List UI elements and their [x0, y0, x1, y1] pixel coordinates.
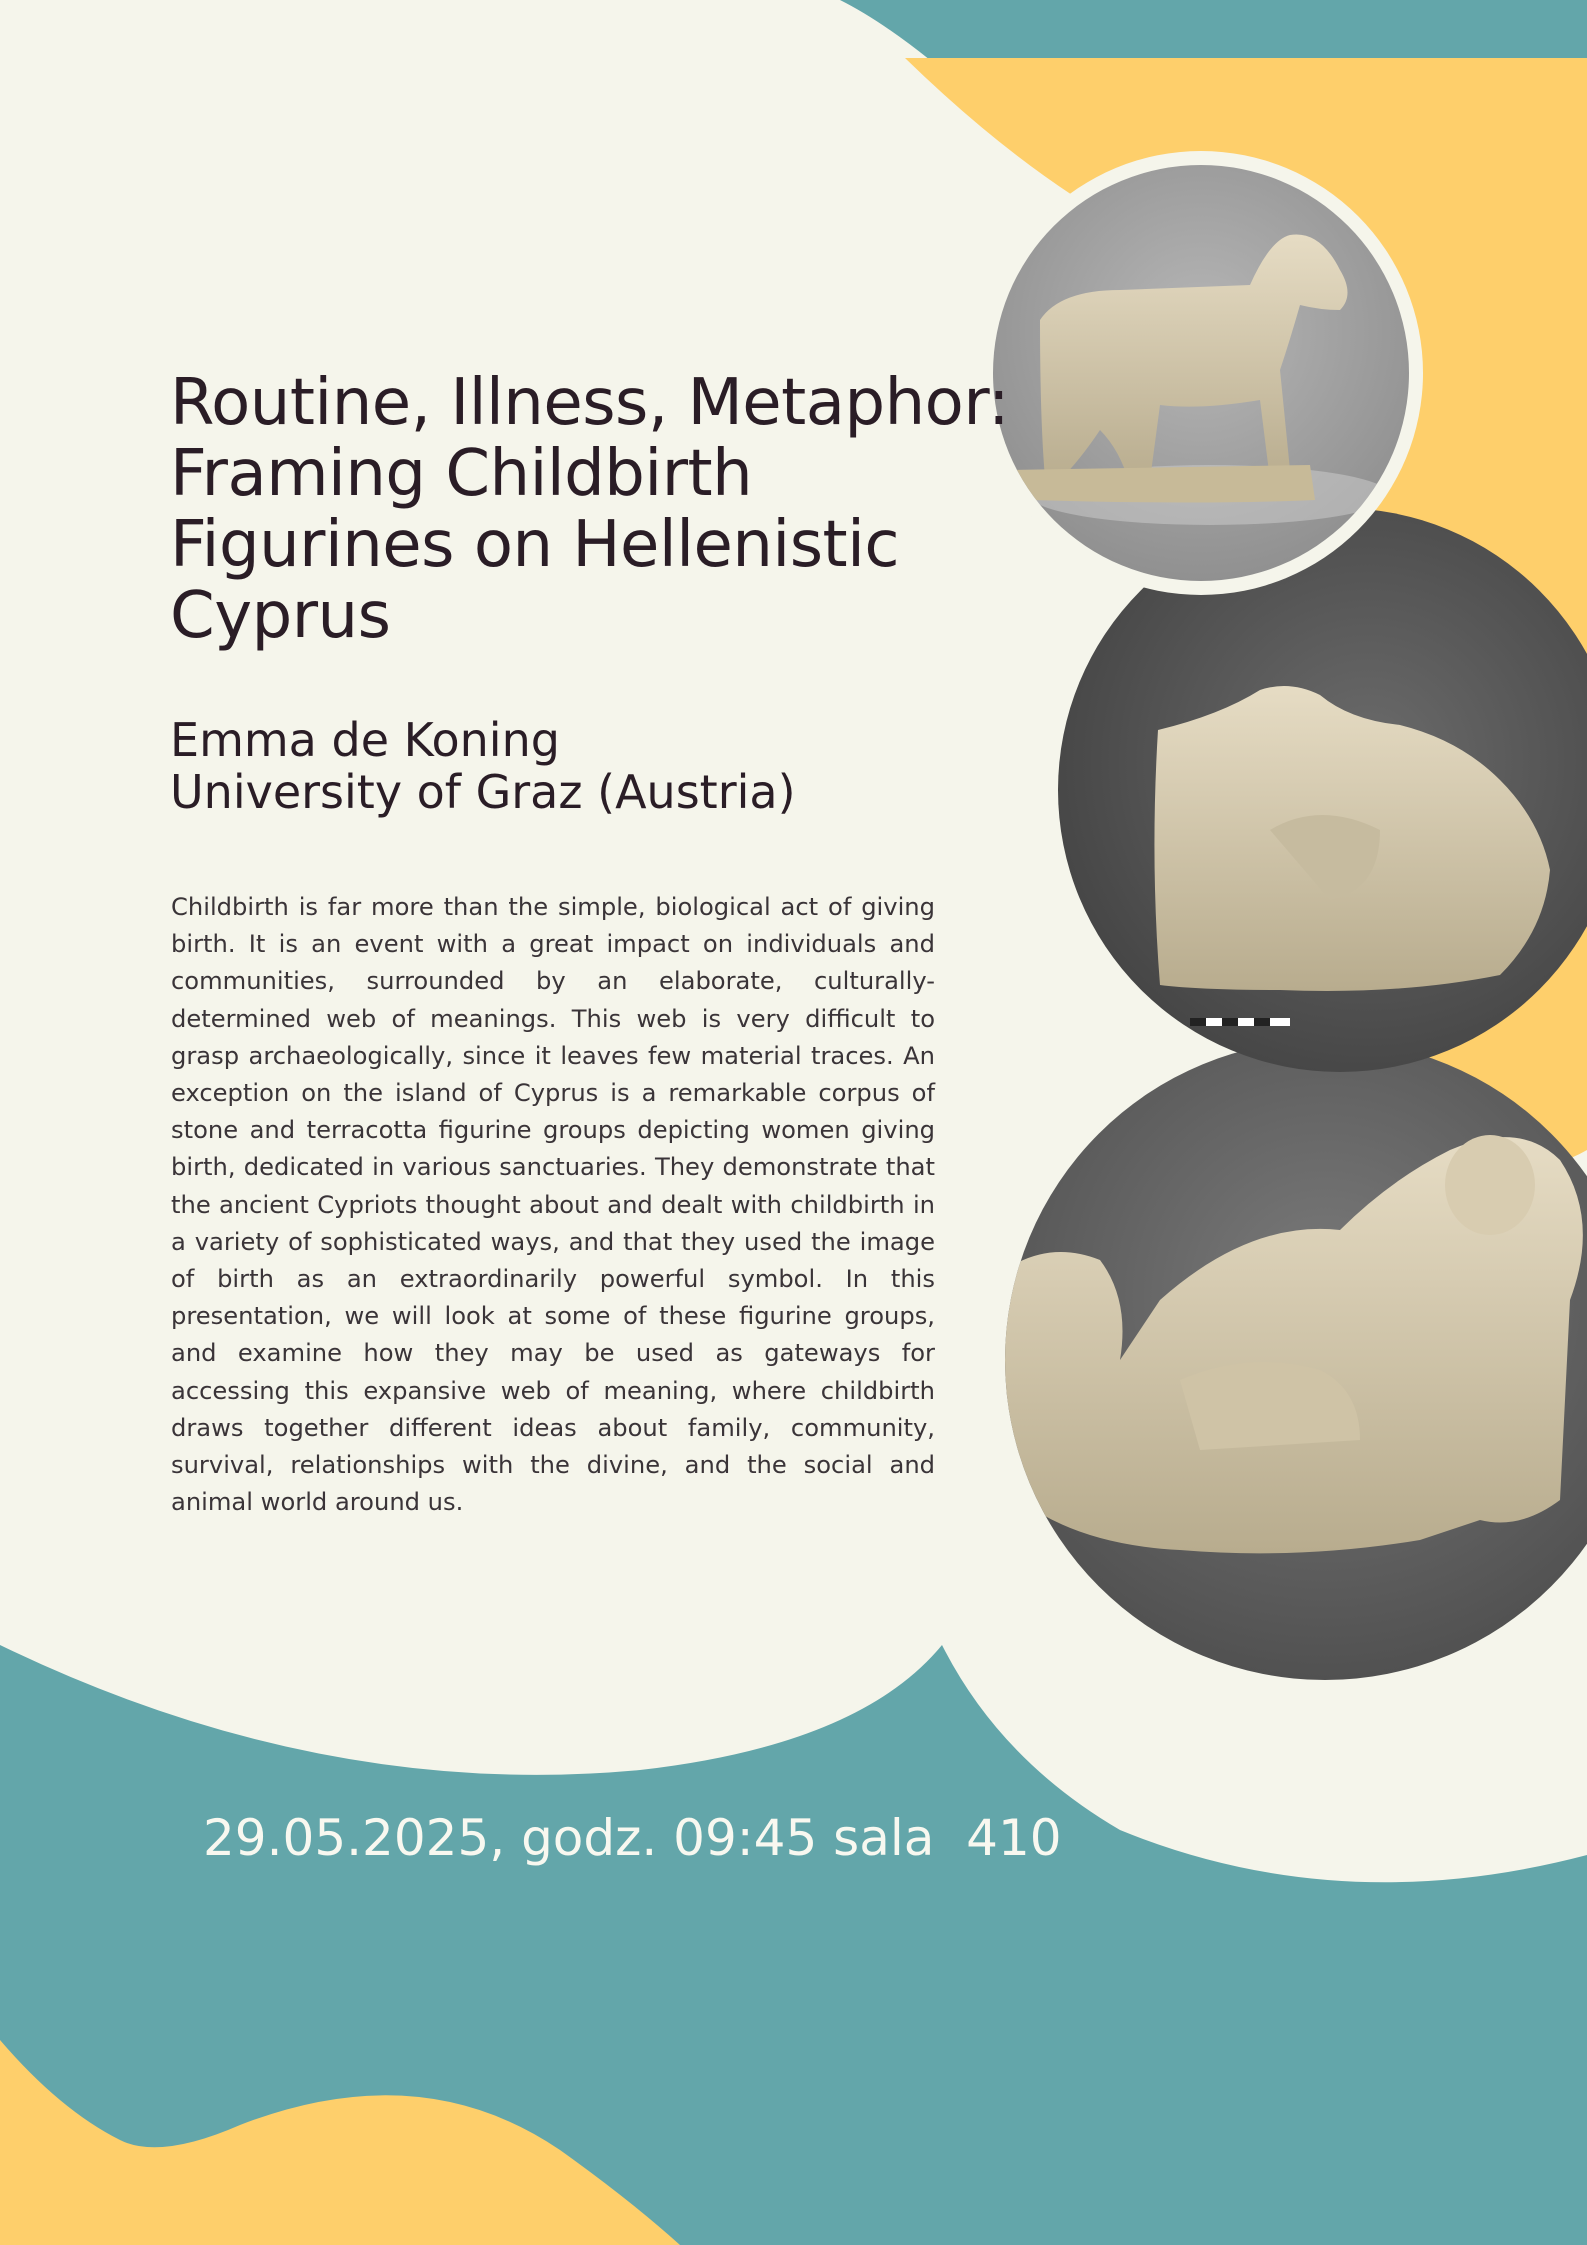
photo-childbirth-figurine-group [1000, 1040, 1587, 1680]
abstract-text: Childbirth is far more than the simple, biological act of giving birth. It is an event with a great impact on individuals and communities, surrounded by an elaborate, culturally-determined web of meanings. This web is very difficult to grasp archaeologically, since it leaves few material traces. An exception on the island of Cyprus is a remarkable corpus of stone and terracotta figurine groups depicting women giving birth, dedicated in various sanctuaries. They demonstrate that the ancient Cypriots thought about and dealt with childbirth in a variety of sophisticated ways, and that they used the image of birth as an extraordinarily powerful symbol. In this presentation, we will look at some of these figurine groups, and examine how they may be used as gateways for accessing this expansive web of meaning, where childbirth draws together different ideas about family, community, survival, relationships with the divine, and the social and animal world around us. [171, 893, 935, 1517]
speaker-affiliation: University of Graz (Austria) [170, 765, 796, 819]
talk-title: Routine, Illness, Metaphor: Framing Childbirth Figurines on Hellenistic Cyprus [170, 366, 1010, 653]
speaker-name: Emma de Koning [170, 713, 560, 767]
speaker-block [170, 714, 1010, 818]
photo-cow-figurine [979, 151, 1423, 595]
event-details: 29.05.2025, godz. 09:45 sala 410 [203, 1809, 1062, 1867]
photo-relief-fragment [1058, 508, 1587, 1072]
